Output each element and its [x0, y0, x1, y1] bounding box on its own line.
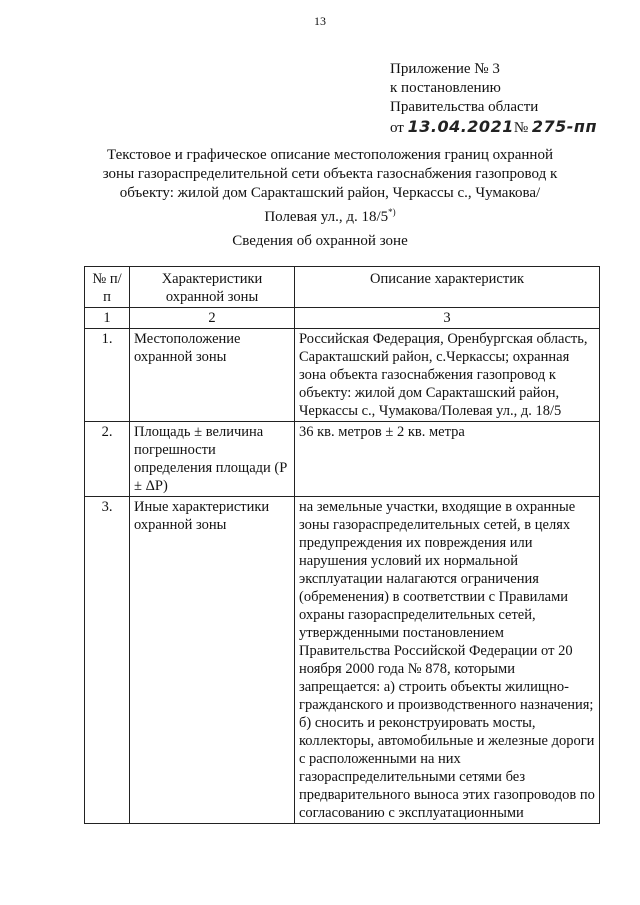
document-title	[100, 146, 560, 227]
appendix-line-resolution: к постановлению	[390, 80, 501, 96]
page-number: 13	[314, 14, 326, 28]
column-number-row	[85, 308, 600, 329]
table-row	[85, 422, 600, 497]
number-prefix: №	[513, 120, 532, 136]
zone-table	[84, 266, 600, 824]
appendix-date-line	[390, 117, 597, 138]
row-description: на земельные участки, входящие в охранные зоны газораспределительных сетей, в целях предупреждения их повреждения или нарушения условий их нормальной эксплуатации налагаются ограничения (обременения) в соответствии с Правилами охраны газораспределительных сетей, утвержденными постановлением Правительства Российской Федерации от 20 ноября 2000 года № 878, которыми запрещается: а) строить объекты жилищно-гражданского и производственного назначения; б) сносить и реконструировать мосты, коллекторы, автомобильные и железные дороги с расположенными на них газораспределительными сетями без предварительного выноса этих газопроводов по согласованию с эксплуатационными	[295, 497, 600, 824]
row-number: 3.	[85, 497, 130, 824]
handwritten-number: 275-пп	[531, 117, 598, 136]
column-number-2: 2	[130, 308, 295, 329]
footnote-mark: *)	[388, 207, 396, 217]
row-number: 2.	[85, 422, 130, 497]
row-description: 36 кв. метров ± 2 кв. метра	[295, 422, 600, 497]
row-characteristic: Иные характеристики охранной зоны	[130, 497, 295, 824]
appendix-block	[390, 60, 597, 138]
row-description: Российская Федерация, Оренбургская область, Саракташский район, с.Черкассы; охранная зона объекта газоснабжения газопровод к объекту: жилой дом Саракташский район, Черкассы с., Чумакова/Полевая ул., д. 18/5	[295, 329, 600, 422]
column-number-1: 1	[85, 308, 130, 329]
row-characteristic: Местоположение охранной зоны	[130, 329, 295, 422]
header-number: № п/п	[85, 267, 130, 308]
appendix-title: Приложение № 3	[390, 61, 500, 77]
handwritten-date: 13.04.2021	[407, 117, 514, 136]
header-description: Описание характеристик	[295, 267, 600, 308]
table-header-row	[85, 267, 600, 308]
header-characteristic: Характеристики охранной зоны	[130, 267, 295, 308]
section-heading: Сведения об охранной зоне	[232, 233, 408, 249]
date-prefix: от	[390, 120, 408, 136]
appendix-line-government: Правительства области	[390, 99, 539, 115]
title-text: Текстовое и графическое описание местоположения границ охранной зоны газораспределительной сети объекта газоснабжения газопровод к объекту: жилой дом Саракташский район, Черкассы с., Чумакова/Полевая ул., д. 18/5	[102, 147, 558, 225]
table-row	[85, 497, 600, 824]
table-row	[85, 329, 600, 422]
row-number: 1.	[85, 329, 130, 422]
column-number-3: 3	[295, 308, 600, 329]
row-characteristic: Площадь ± величина погрешности определения площади (Р ± ΔР)	[130, 422, 295, 497]
